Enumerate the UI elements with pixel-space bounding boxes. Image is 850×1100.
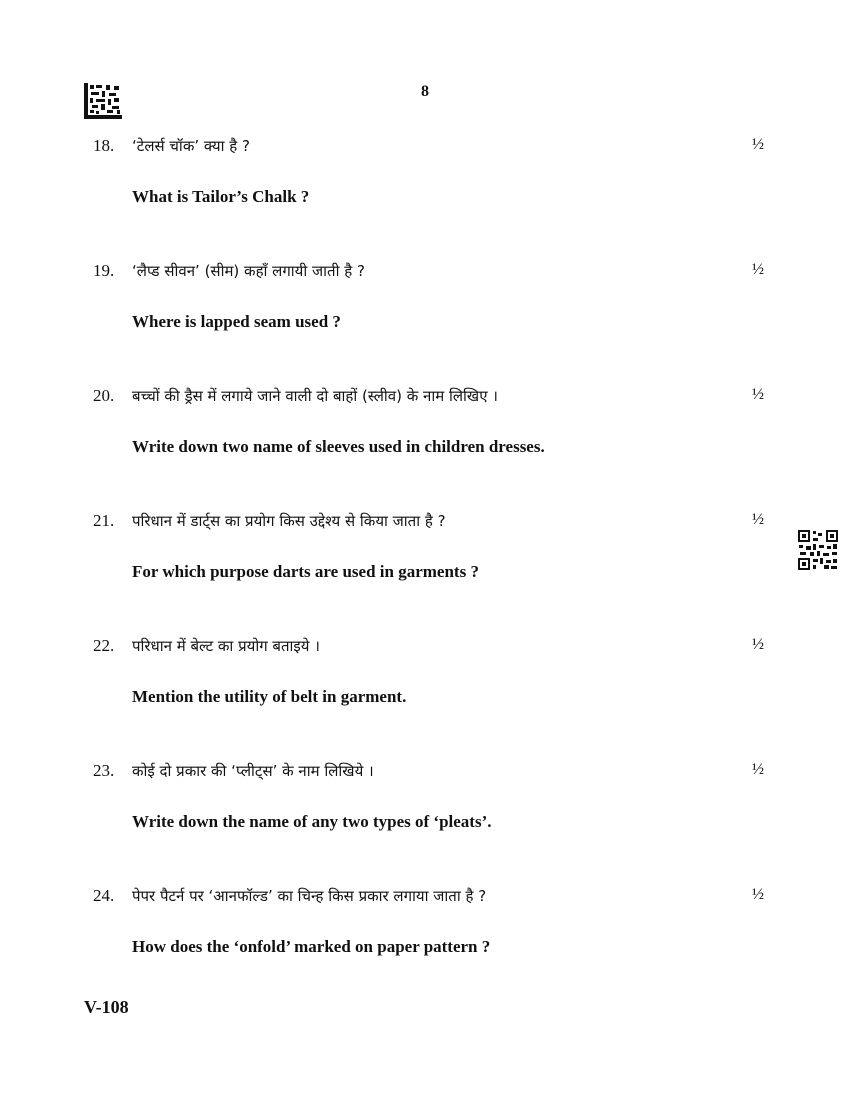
question-text-hindi: ‘लैप्ड सीवन’ (सीम) कहाँ लगायी जाती है ? [132, 262, 365, 280]
paper-code: V-108 [84, 997, 129, 1017]
question-marks: ½ [752, 761, 764, 778]
question-marks: ½ [752, 511, 764, 528]
question-text-english: What is Tailor’s Chalk ? [132, 187, 310, 206]
question-text-hindi: पेपर पैटर्न पर ‘आनफॉल्ड’ का चिन्ह किस प्रकार लगाया जाता है ? [132, 887, 487, 905]
question-text-english: Where is lapped seam used ? [132, 312, 341, 331]
page-number: 8 [421, 83, 429, 100]
question-text-english: Mention the utility of belt in garment. [132, 687, 407, 706]
question-marks: ½ [752, 886, 764, 903]
question-number: 19. [93, 261, 115, 280]
qr-code-icon [798, 530, 838, 570]
question-text-hindi: परिधान में बेल्ट का प्रयोग बताइये । [132, 637, 320, 655]
question-number: 24. [93, 886, 115, 905]
question-number: 20. [93, 386, 115, 405]
question-text-hindi: ‘टेलर्स चॉक’ क्या है ? [132, 137, 250, 155]
question-number: 22. [93, 636, 115, 655]
question-number: 21. [93, 511, 115, 530]
question-marks: ½ [752, 636, 764, 653]
question-marks: ½ [752, 261, 764, 278]
question-text-hindi: परिधान में डार्ट्स का प्रयोग किस उद्देश्य से किया जाता है ? [132, 512, 446, 530]
question-number: 23. [93, 761, 115, 780]
question-text-hindi: कोई दो प्रकार की ‘प्लीट्स’ के नाम लिखिये । [132, 762, 374, 780]
question-text-english: How does the ‘onfold’ marked on paper pattern ? [132, 937, 491, 956]
question-marks: ½ [752, 386, 764, 403]
question-number: 18. [93, 136, 115, 155]
question-text-english: Write down two name of sleeves used in children dresses. [132, 437, 545, 456]
question-text-hindi: बच्चों की ड्रैस में लगाये जाने वाली दो बाहों (स्लीव) के नाम लिखिए । [132, 387, 498, 405]
question-marks: ½ [752, 136, 764, 153]
question-text-english: Write down the name of any two types of ‘pleats’. [132, 812, 492, 831]
question-text-english: For which purpose darts are used in garments ? [132, 562, 479, 581]
